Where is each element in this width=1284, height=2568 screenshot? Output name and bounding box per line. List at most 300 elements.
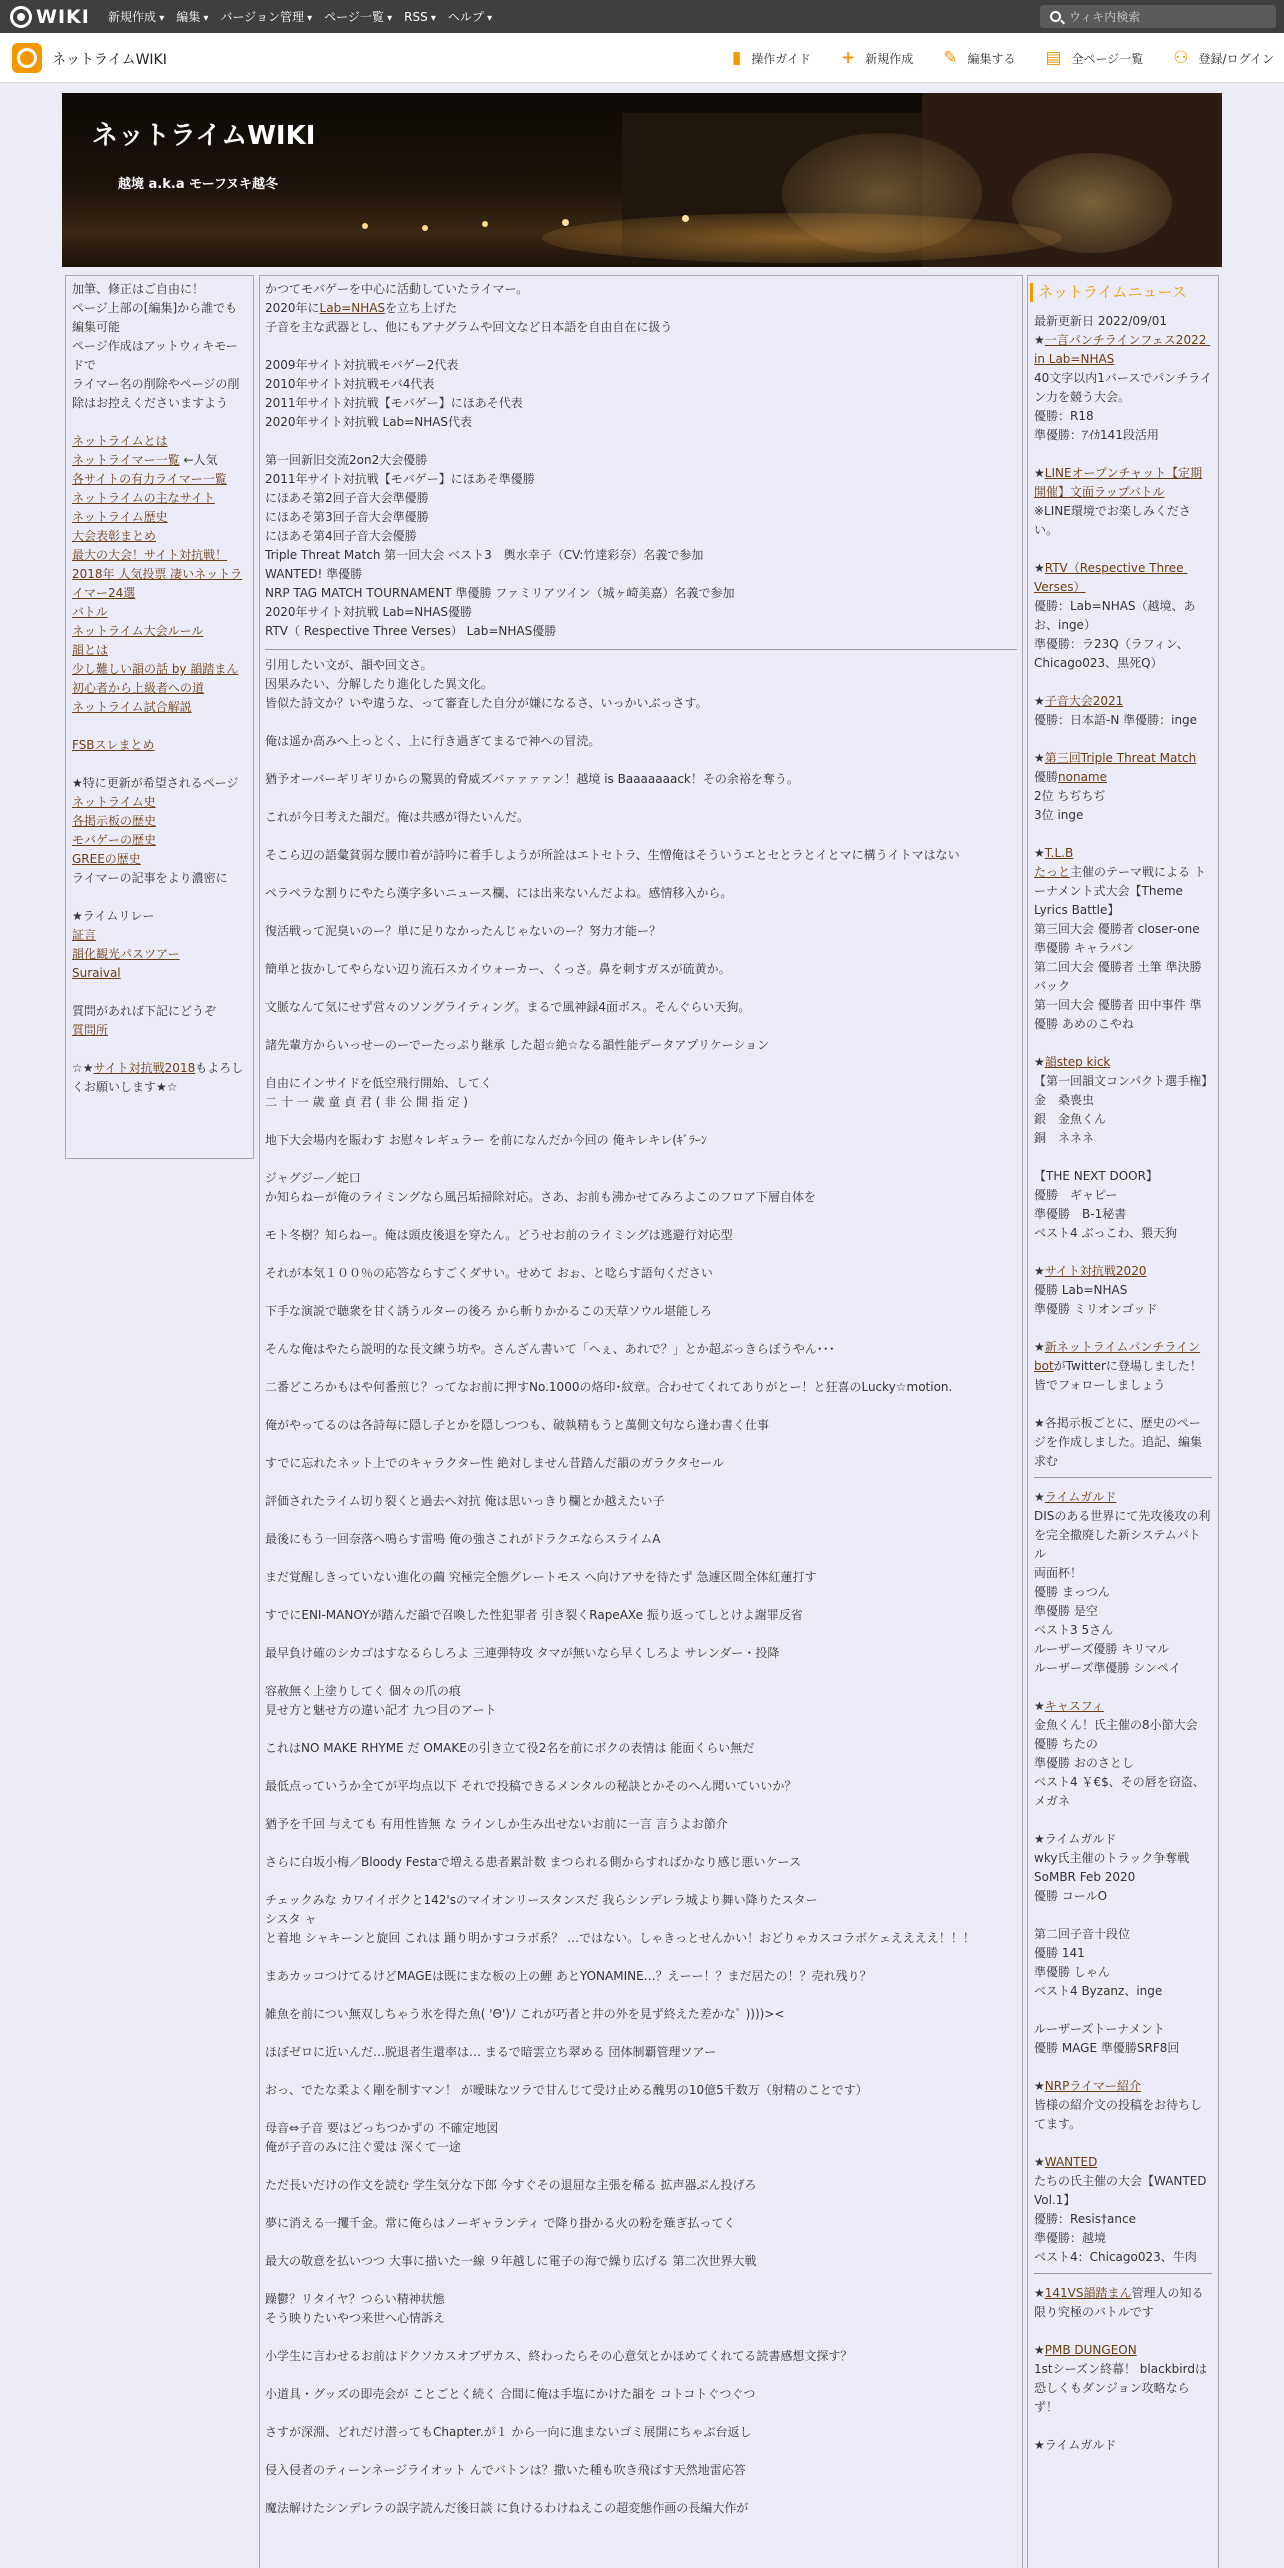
spacer — [265, 1758, 1017, 1777]
sidebar-line[interactable] — [72, 793, 247, 812]
nav-link[interactable]: ネットライム歴史 — [72, 510, 168, 524]
news-line — [1034, 1754, 1212, 1773]
text: 優勝 — [1034, 770, 1059, 784]
global-toolbar — [0, 0, 1284, 33]
nav-link[interactable]: 質問所 — [72, 1023, 109, 1037]
global-menu-item[interactable]: 編集 ▾ — [176, 8, 208, 25]
text: 皆似た詩文か？いや違うな、って審査した自分が嫌になるさ、いっかいぶっさす。 — [265, 696, 708, 710]
spacer — [265, 1834, 1017, 1853]
text: ベスト4 Byzanz、inge — [1034, 1984, 1163, 1998]
text: にほあそ第3回子音大会準優勝 — [265, 510, 429, 524]
global-menu-item[interactable]: 新規作成 ▾ — [108, 8, 164, 25]
header-action[interactable] — [1173, 48, 1274, 68]
wiki-search[interactable] — [1040, 5, 1276, 28]
content-line — [265, 2385, 1017, 2404]
nav-link[interactable]: ネットライムの主なサイト — [72, 491, 215, 505]
spacer — [265, 1207, 1017, 1226]
spacer — [265, 2024, 1017, 2043]
nav-link[interactable]: 韻化観光パスツアー — [72, 947, 180, 961]
news-line — [1034, 863, 1212, 920]
atwiki-logo[interactable] — [10, 5, 90, 28]
sidebar-line[interactable] — [72, 546, 247, 565]
news-line — [1034, 1602, 1212, 1621]
spacer — [265, 1549, 1017, 1568]
text-suffix: もよろしくお願いします★☆ — [72, 1061, 244, 1094]
spacer — [1034, 1906, 1212, 1925]
content-line — [265, 1492, 1017, 1511]
sidebar-line — [72, 1002, 247, 1021]
nav-link[interactable]: 少し難しい韻の話 by 韻踏まん — [72, 662, 239, 676]
inline-link[interactable]: 韻step kick — [1044, 1055, 1111, 1069]
spacer — [1034, 825, 1212, 844]
text: ★ — [1034, 2343, 1045, 2357]
spacer — [265, 2271, 1017, 2290]
text: 自由にインサイドを低空飛行開始、してく — [265, 1076, 493, 1090]
text: ライマーの記事をより濃密に — [72, 871, 228, 885]
sidebar-line[interactable] — [72, 660, 247, 679]
news-line — [1034, 1167, 1212, 1186]
inline-link[interactable]: noname — [1058, 770, 1107, 784]
inline-link[interactable]: 第三回Triple Threat Match — [1044, 751, 1197, 765]
content-line — [265, 656, 1017, 675]
text: 優勝 まっつん — [1034, 1585, 1110, 1599]
text: ★ — [1034, 1055, 1045, 1069]
content-line — [265, 2214, 1017, 2233]
text: 準優勝 ミリオンゴッド — [1034, 1302, 1158, 1316]
text: 見せ方と魅せ方の違い記才 九つ目のアート — [265, 1703, 497, 1717]
text: 加筆、修正はご自由に！ ページ上部の[編集]から誰でも編集可能 ページ作成はアットウィキモードで ライマー名の削除やページの削除はお控えくださいますよう — [72, 282, 240, 410]
header-action[interactable] — [732, 48, 811, 68]
spacer — [265, 979, 1017, 998]
inline-link[interactable]: 新ネットライムパンチラインbot — [1034, 1340, 1201, 1373]
text: ★ — [1034, 846, 1045, 860]
inline-link[interactable]: 141VS韻踏まん — [1044, 2286, 1132, 2300]
nav-link[interactable]: 大会表彰まとめ — [72, 529, 157, 543]
inline-link[interactable]: ライムガルド — [1044, 1490, 1117, 1504]
news-line — [1034, 1186, 1212, 1205]
news-line — [1034, 2039, 1212, 2058]
content-line — [265, 2347, 1017, 2366]
atwiki-logo-text: WIKI — [36, 5, 90, 28]
text: 簡単と抜かしてやらない辺り流石スカイウォーカー、くっさ。鼻を刺すガスが硫黄か。 — [265, 962, 731, 976]
sidebar-line[interactable] — [72, 964, 247, 983]
text: それが本気１００％の応答ならすごくダサい。せめて おぉ、と唸らす語句ください — [265, 1266, 713, 1280]
text: すでにENI-MANOYが踏んだ韻で召喚した性犯罪者 引き裂くRapeAXe 振り返ってしとけよ謝罪反省 — [265, 1608, 803, 1622]
text: 優勝：日本語-N 準優勝：inge — [1034, 713, 1198, 727]
global-menu-item[interactable]: ページ一覧 ▾ — [324, 8, 392, 25]
text: ルーザーズ準優勝 シンペイ — [1034, 1661, 1181, 1675]
news-line — [1034, 1488, 1212, 1507]
sidebar-line[interactable] — [72, 470, 247, 489]
text: 優勝：Lab=NHAS（越境、あお、inge） — [1034, 599, 1196, 632]
content-line — [265, 2005, 1017, 2024]
news-line — [1034, 635, 1212, 673]
text: ★ — [1034, 694, 1045, 708]
header-action[interactable] — [1045, 48, 1143, 68]
text: さらに白坂小梅／Bloody Festaで増える患者累計数 まつられる側からすればかなり感じ悪いケース — [265, 1855, 801, 1869]
at-logo-icon — [10, 6, 32, 28]
content-line — [265, 1853, 1017, 1872]
text: ★ライムガルド — [1034, 2438, 1117, 2452]
nav-link[interactable]: ネットライム試合解説 — [72, 700, 192, 714]
sidebar-line[interactable] — [72, 508, 247, 527]
content-line — [265, 1644, 1017, 1663]
news-line — [1034, 768, 1212, 787]
content-line — [265, 2252, 1017, 2271]
site-logo-icon[interactable] — [12, 43, 42, 73]
content-line — [265, 1606, 1017, 1625]
sidebar-line[interactable] — [72, 622, 247, 641]
text: RTV（ Respective Three Verses） Lab=NHAS優勝 — [265, 624, 557, 638]
sidebar-line[interactable] — [72, 1021, 247, 1040]
inline-link[interactable]: WANTED — [1044, 2155, 1098, 2169]
sidebar-line[interactable] — [72, 679, 247, 698]
text: ベスト4 ￥€$、その唇を窃盗、メガネ — [1034, 1775, 1205, 1808]
news-line — [1034, 312, 1212, 331]
nav-link[interactable]: ネットライム大会ルール — [72, 624, 204, 638]
text: 銀 金魚くん — [1034, 1112, 1107, 1126]
pencil-icon: ✎ — [943, 48, 958, 68]
text: 躁鬱？リタイヤ？つらい精神状態 — [265, 2292, 445, 2306]
text: すでに忘れたネット上でのキャラクター性 絶対しません昔踏んだ韻のガラクタセール — [265, 1456, 724, 1470]
content-line — [265, 1568, 1017, 1587]
spacer — [72, 413, 247, 432]
right-sidebar — [1027, 275, 1219, 2568]
inline-link[interactable]: RTV（Respective Three Verses） — [1034, 561, 1188, 594]
header-action-label: 新規作成 — [865, 51, 914, 66]
text: ☆★ — [72, 1061, 94, 1075]
sidebar-line[interactable] — [72, 565, 247, 603]
text: そう映りたいやつ来世へ心情訴え — [265, 2311, 446, 2325]
spacer — [265, 1397, 1017, 1416]
news-line — [1034, 1697, 1212, 1716]
news-line — [1034, 1053, 1212, 1072]
inline-link[interactable]: サイト対抗戦2020 — [1044, 1264, 1147, 1278]
content-line — [265, 1891, 1017, 1910]
spacer — [265, 1511, 1017, 1530]
sidebar-line[interactable] — [72, 736, 247, 755]
text: 下手な演説で聴衆を甘く誘うルターの後ろ から斬りかかるこの天草ソウル堪能しろ — [265, 1304, 712, 1318]
news-line — [1034, 1982, 1212, 2001]
nav-link[interactable]: GREEの歴史 — [72, 852, 141, 866]
content-line — [265, 1454, 1017, 1473]
nav-link[interactable]: 韻とは — [72, 643, 109, 657]
news-line — [1034, 559, 1212, 597]
spacer — [72, 717, 247, 736]
inline-link[interactable]: T.L.B — [1044, 846, 1074, 860]
global-menu — [108, 0, 504, 33]
spacer — [1034, 1811, 1212, 1830]
text: 金 桑喪虫 — [1034, 1093, 1095, 1107]
news-line — [1034, 2436, 1212, 2455]
content-line — [265, 960, 1017, 979]
nav-link[interactable]: 初心者から上級者への道 — [72, 681, 205, 695]
text: 準優勝：ｱｲｶ141段活用 — [1034, 428, 1159, 442]
text: 2011年サイト対抗戦【モバゲー】にほあそ代表 — [265, 396, 523, 410]
inline-link[interactable]: 子音大会2021 — [1044, 694, 1124, 708]
content-line — [265, 603, 1017, 622]
spacer — [1034, 540, 1212, 559]
text: 準優勝 B-1秘書 — [1034, 1207, 1127, 1221]
text: ★ — [1034, 466, 1045, 480]
text: 地下大会場内を賑わす お慰々レギュラー を前になんだか今回の 俺キレキレ(ｷﾞﾗｰﾝ — [265, 1133, 707, 1147]
text-suffix: を立ち上げた — [385, 301, 458, 315]
nav-link[interactable]: ネットライマー一覧 — [72, 453, 180, 467]
nav-link[interactable]: Suraival — [72, 966, 121, 980]
plus-icon: + — [840, 48, 856, 68]
news-line — [1034, 692, 1212, 711]
spacer — [1034, 1678, 1212, 1697]
news-line — [1034, 2210, 1212, 2229]
text: 引用したい文が、韻や回文さ。 — [265, 658, 433, 672]
spacer — [265, 1625, 1017, 1644]
text: DISのある世界にて先攻後攻の利を完全撤廃した新システムバトル — [1034, 1509, 1211, 1561]
news-line — [1034, 996, 1212, 1034]
content-line — [265, 1777, 1017, 1796]
news-line — [1034, 502, 1212, 540]
inline-link[interactable]: キャスフィ — [1044, 1699, 1104, 1713]
news-line — [1034, 2229, 1212, 2248]
text: Triple Threat Match 第一回大会 ベスト3 輿水幸子（CV:竹達彩奈）名義で参加 — [265, 548, 704, 562]
text: ★ — [1034, 2286, 1045, 2300]
spacer — [265, 2100, 1017, 2119]
news-line — [1034, 1963, 1212, 1982]
content-line — [265, 1967, 1017, 1986]
text: NRP TAG MATCH TOURNAMENT 準優勝 ファミリアツイン（城ヶ崎美嘉）名義で参加 — [265, 586, 735, 600]
spacer — [265, 789, 1017, 808]
text: 小学生に言わせるお前はドクソカスオブザカス、終わったらその心意気とかほめてくれてる読書感想文探す？ — [265, 2349, 853, 2363]
news-line — [1034, 1129, 1212, 1148]
sidebar-line[interactable] — [72, 641, 247, 660]
text: 因果みたい、分解したり進化した異文化。 — [265, 677, 494, 691]
content-line — [265, 1302, 1017, 1321]
banner-title: ネットライムWIKI — [92, 121, 316, 151]
spacer — [265, 1283, 1017, 1302]
inline-link[interactable]: Lab=NHAS — [319, 301, 386, 315]
header-action[interactable] — [841, 48, 913, 68]
text: ★ — [1034, 333, 1045, 347]
text-suffix: がTwitterに登場しました！皆でフォローしましょう — [1034, 1359, 1202, 1392]
text: 雑魚を前につい無双しちゃう氷を得た魚( 'Θ')ﾉ これが巧者と井の外を見ず終えた差かなﾟ ))))>< — [265, 2007, 785, 2021]
sidebar-line — [72, 280, 247, 413]
content-line — [265, 846, 1017, 865]
nav-link[interactable]: ネットライム史 — [72, 795, 156, 809]
text: ★ — [1034, 2079, 1045, 2093]
search-input[interactable] — [1069, 10, 1259, 24]
sidebar-line[interactable] — [72, 812, 247, 831]
text-suffix: 主催のテーマ戦による トーナメント式大会【Theme Lyrics Battle】 — [1034, 865, 1206, 917]
sidebar-line[interactable] — [72, 831, 247, 850]
text: 準優勝：越境 — [1034, 2231, 1107, 2245]
spacer — [265, 1587, 1017, 1606]
sidebar-line[interactable] — [72, 527, 247, 546]
content-line — [265, 2119, 1017, 2138]
news-line — [1034, 711, 1212, 730]
news-line — [1034, 1849, 1212, 1887]
content-line — [265, 884, 1017, 903]
inline-link[interactable]: たっと — [1034, 865, 1071, 879]
text: にほあそ第4回子音大会優勝 — [265, 529, 417, 543]
text: ★ライムガルド — [1034, 1832, 1117, 1846]
news-line — [1034, 1583, 1212, 1602]
text: ルーザーズトーナメント — [1034, 2022, 1165, 2036]
text: 猶予を千回 与えても 有用性皆無 な ラインしか生み出せないお前に一言 言うよお節介 — [265, 1817, 728, 1831]
sidebar-line[interactable] — [72, 432, 247, 451]
content-line — [265, 1169, 1017, 1188]
news-line — [1034, 1338, 1212, 1395]
text: 40文字以内1バースでパンチライン力を競う大会。 — [1034, 371, 1212, 404]
news-line — [1034, 1281, 1212, 1300]
divider — [265, 649, 1017, 650]
news-line — [1034, 464, 1212, 502]
content-line — [265, 998, 1017, 1017]
inline-link[interactable]: サイト対抗戦2018 — [93, 1061, 196, 1075]
news-line — [1034, 2360, 1212, 2417]
news-line — [1034, 407, 1212, 426]
page-list-icon: ▤ — [1045, 48, 1062, 68]
text: ★ — [1034, 561, 1045, 575]
text: 第二回子音十段位 — [1034, 1927, 1131, 1941]
spacer — [265, 827, 1017, 846]
text-suffix: 管理人の知る限り究極のバトルです — [1034, 2286, 1204, 2319]
text: 優勝：R18 — [1034, 409, 1094, 423]
text: ★特に更新が希望されるページ — [72, 776, 239, 790]
news-line — [1034, 787, 1212, 806]
news-line — [1034, 749, 1212, 768]
sidebar-line[interactable] — [72, 945, 247, 964]
text: 二番どころかもはや何番煎じ？ってなお前に押すNo.1000の烙印･紋章。合わせてくれてありがとー！と狂喜のLucky☆motion. — [265, 1380, 953, 1394]
global-menu-item[interactable]: ヘルプ ▾ — [448, 8, 492, 25]
news-line — [1034, 1507, 1212, 1564]
text: ★ — [1034, 2155, 1045, 2169]
news-line — [1034, 2096, 1212, 2134]
text: 金魚くん！氏主催の8小節大会 — [1034, 1718, 1198, 1732]
inline-link[interactable]: LINEオープンチャット【定期開催】文面ラップバトル — [1034, 466, 1203, 499]
nav-link[interactable]: 2018年 人気投票 凄いネットライマー24選 — [72, 567, 243, 600]
news-line — [1034, 2153, 1212, 2172]
content-line — [265, 375, 1017, 394]
text: 第二回大会 優勝者 土筆 準決勝 バック — [1034, 960, 1206, 993]
content-line — [265, 1340, 1017, 1359]
news-line — [1034, 597, 1212, 635]
news-line — [1034, 806, 1212, 825]
text: 俺がやってるのは各詩毎に隠し子とかを隠しつつも、破執精もうと萬側文句なら逢わ書く仕事 — [265, 1418, 770, 1432]
nav-link[interactable]: 最大の大会！サイト対抗戦！ — [72, 548, 228, 562]
nav-link[interactable]: 証言 — [72, 928, 97, 942]
nav-link[interactable]: 各サイトの有力ライマー一覧 — [72, 472, 227, 486]
text: これはNO MAKE RHYME だ OMAKEの引き立て役2名を前にボクの表情は 能面くらい無だ — [265, 1741, 755, 1755]
nav-link[interactable]: モバゲーの歴史 — [72, 833, 157, 847]
spacer — [265, 1435, 1017, 1454]
spacer — [265, 2442, 1017, 2461]
spacer — [1034, 2058, 1212, 2077]
text: 1stシーズン終幕！ blackbirdは恐しくもダンジョン攻略ならず！ — [1034, 2362, 1207, 2414]
inline-link[interactable]: PMB DUNGEON — [1044, 2343, 1137, 2357]
content-line — [265, 1226, 1017, 1245]
site-name[interactable]: ネットライムWIKI — [52, 52, 167, 68]
inline-link[interactable]: 一言パンチラインフェス2022 in Lab=NHAS — [1034, 333, 1211, 366]
spacer — [265, 2404, 1017, 2423]
news-line — [1034, 1735, 1212, 1754]
content-line — [265, 508, 1017, 527]
text: ペラペラな割りにやたら漢字多いニュース欄、には出来ないんだよね。感情移入から。 — [265, 886, 733, 900]
content-line — [265, 770, 1017, 789]
text: 第一回新旧交流2on2大会優勝 — [265, 453, 428, 467]
text: か知らねーが俺のライミングなら風呂垢掃除対応。さあ、お前も沸かせてみろよこのフロア下層自体を — [265, 1190, 816, 1204]
header-action[interactable] — [943, 48, 1015, 68]
content-line — [265, 1815, 1017, 1834]
spacer — [1034, 2322, 1212, 2341]
nav-link[interactable]: ネットライムとは — [72, 434, 168, 448]
nav-link[interactable]: 各掲示板の歴史 — [72, 814, 157, 828]
text: 優勝：Resis†ance — [1034, 2212, 1136, 2226]
text: 優勝 ギャピー — [1034, 1188, 1118, 1202]
news-line — [1034, 1564, 1212, 1583]
text: 最大の敬意を払いつつ 大事に描いた一線 ９年越しに電子の海で繰り広げる 第二次世界大戦 — [265, 2254, 757, 2268]
text: 質問があれば下記にどうぞ — [72, 1004, 217, 1018]
spacer — [1034, 1243, 1212, 1262]
content-line — [265, 1701, 1017, 1720]
text: 準優勝 おのさとし — [1034, 1756, 1134, 1770]
spacer — [265, 2328, 1017, 2347]
sidebar-line[interactable] — [72, 489, 247, 508]
news-line — [1034, 1944, 1212, 1963]
content-line — [265, 318, 1017, 337]
search-icon — [1050, 11, 1061, 22]
content-line — [265, 1378, 1017, 1397]
sidebar-line[interactable] — [72, 926, 247, 945]
global-menu-item[interactable]: バージョン管理 ▾ — [220, 8, 312, 25]
sidebar-line[interactable] — [72, 451, 247, 470]
content-line — [265, 2138, 1017, 2157]
header-action-label: 全ページ一覧 — [1071, 51, 1144, 66]
text: wky氏主催のトラック争奪戦 SoMBR Feb 2020 — [1034, 1851, 1194, 1884]
nav-link[interactable]: バトル — [72, 605, 108, 619]
spacer — [265, 1663, 1017, 1682]
news-line — [1034, 1091, 1212, 1110]
content-line — [265, 413, 1017, 432]
sidebar-line[interactable] — [72, 850, 247, 869]
sidebar-line — [72, 869, 247, 888]
spacer — [1034, 1319, 1212, 1338]
global-menu-item[interactable]: RSS ▾ — [404, 10, 436, 24]
news-line — [1034, 1887, 1212, 1906]
text: まあカッコつけてるけどMAGEは既にまな板の上の鯉 あとYONAMINE…？えーー！？まだ居たの！？売れ残り？ — [265, 1969, 872, 1983]
news-line — [1034, 1830, 1212, 1849]
news-line — [1034, 1414, 1212, 1471]
sidebar-line[interactable] — [72, 698, 247, 717]
spacer — [265, 432, 1017, 451]
spacer — [265, 1359, 1017, 1378]
text: シスタ ャ — [265, 1912, 317, 1926]
nav-link[interactable]: FSBスレまとめ — [72, 738, 155, 752]
news-line — [1034, 2020, 1212, 2039]
spacer — [1034, 2417, 1212, 2436]
user-add-icon: ⚇ — [1173, 48, 1189, 68]
sidebar-line[interactable] — [72, 603, 247, 622]
inline-link[interactable]: NRPライマー紹介 — [1044, 2079, 1141, 2093]
text: おっ、でたな柔よく剛を制すマン！ が曖昧なツラで甘んじて受け止める醜男の10億5千数万（射精のことです） — [265, 2083, 868, 2097]
text: そんな俺はやたら説明的な長文練う坊や。さんざん書いて「へぇ、あれで？」とか超ぶっきらぼうやん･･･ — [265, 1342, 835, 1356]
text: ★ — [1034, 1490, 1045, 1504]
text: 準優勝 しゃん — [1034, 1965, 1110, 1979]
spacer — [1034, 1395, 1212, 1414]
spacer — [265, 1245, 1017, 1264]
sidebar-line — [72, 774, 247, 793]
content-line — [265, 2176, 1017, 2195]
spacer — [265, 1321, 1017, 1340]
text: 二 十 一 歳 童 貞 君 ( 非 公 開 指 定 ) — [265, 1095, 468, 1109]
